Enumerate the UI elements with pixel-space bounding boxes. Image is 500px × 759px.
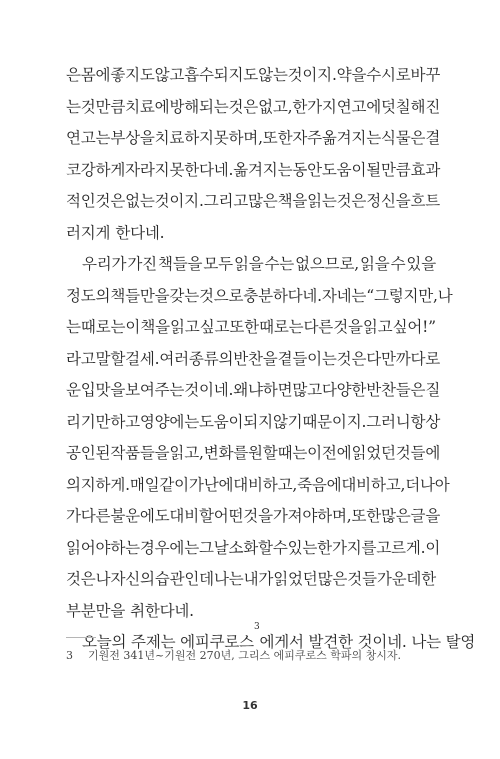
word: 주는 <box>154 381 185 399</box>
word: 나아 <box>420 475 450 494</box>
word: 대비하고, <box>233 475 298 494</box>
word: 것이지. <box>154 192 204 210</box>
text-line <box>66 564 436 596</box>
text-line <box>66 438 441 470</box>
text-line <box>66 501 441 533</box>
word: 치료하지 <box>154 129 214 147</box>
word: 싶고 <box>199 318 230 336</box>
word: 읽었던 <box>351 444 396 462</box>
footnote-text: 기원전 341년~기원전 270년, 그리스 에피쿠로스 학파의 창시자. <box>88 649 401 662</box>
word: 수 <box>272 538 288 557</box>
word: 옮겨지는 <box>321 129 381 147</box>
word: 자라지 <box>125 160 170 179</box>
word: 것은 <box>66 570 96 588</box>
word: 자주 <box>292 129 322 147</box>
word: 바꾸 <box>410 66 441 84</box>
word: 그날 <box>198 538 229 557</box>
word: 적인 <box>66 192 96 210</box>
word: 만큼 <box>381 160 411 179</box>
text-line <box>66 123 441 155</box>
word: 우리가 <box>82 255 127 273</box>
word: 많은 <box>381 507 411 525</box>
word: 읽고 <box>362 318 393 336</box>
word: 하는 <box>110 538 140 557</box>
word: 부상을 <box>110 129 155 147</box>
word: 반찬들은 <box>366 381 426 399</box>
word: 읽어야 <box>66 538 111 557</box>
word: 책들을 <box>157 255 203 273</box>
word: 죽음에 <box>297 475 342 494</box>
word: 것이지. <box>287 66 337 84</box>
word: 코 <box>66 160 81 179</box>
text-line <box>66 470 450 502</box>
text-line <box>66 92 441 124</box>
word: 말할 <box>95 349 126 368</box>
word: 싶어!” <box>392 318 436 336</box>
word: 강하게 <box>80 160 126 179</box>
word: 질 <box>425 381 441 399</box>
word: 한 <box>292 97 308 116</box>
text-line <box>66 155 441 187</box>
word: 매일같이 <box>129 475 189 494</box>
word: 읽었던 <box>273 570 318 588</box>
text-line <box>66 60 441 92</box>
word: 입맛을 <box>80 381 126 399</box>
footnote-divider <box>66 637 96 638</box>
word: 읽을 <box>360 255 390 273</box>
word: 다른 <box>303 318 334 336</box>
text-line <box>66 312 436 344</box>
word: 정신을 <box>366 192 411 210</box>
footnote <box>66 648 436 664</box>
text-line <box>66 249 436 281</box>
word: 읽고 <box>170 318 200 336</box>
word: 없는 <box>125 192 155 210</box>
word: 것이네. <box>184 381 234 399</box>
word: 많고 <box>292 381 322 399</box>
word: 여러 <box>159 349 189 368</box>
footnote-number: 3 <box>66 649 73 662</box>
word: 수 <box>390 255 406 273</box>
word: 작품들을 <box>110 444 170 462</box>
word: 읽고, <box>169 444 204 462</box>
word: 몸에 <box>80 66 111 84</box>
word: 경우에는 <box>139 538 199 557</box>
word: 다른 <box>80 507 111 525</box>
word: 때문이지. <box>302 412 367 431</box>
word: 못한다네. <box>169 160 234 179</box>
word: 수시로 <box>366 66 411 84</box>
word: 책들만을 <box>110 286 170 305</box>
word: 리기만 <box>66 412 111 431</box>
word: 가지 <box>307 97 337 116</box>
word: 다만 <box>366 349 396 368</box>
word: 식물은 <box>380 129 426 147</box>
word: 변화를 <box>203 444 249 462</box>
word: 도움이 <box>321 160 367 179</box>
word: 그리고 <box>203 192 249 210</box>
word: 고르게. <box>376 538 426 557</box>
word: 치료에 <box>125 97 170 116</box>
word: 동안 <box>292 160 322 179</box>
word: 읽을 <box>233 255 264 273</box>
word: 있는 <box>287 538 318 557</box>
word: 때로는 <box>259 318 304 336</box>
text-line <box>66 596 436 628</box>
word: 수는 <box>264 255 295 273</box>
word: 것을 <box>243 507 273 525</box>
word: 원할 <box>248 444 278 462</box>
word: 많은 <box>248 192 278 210</box>
word: 대비할 <box>169 507 214 525</box>
word: 가 <box>66 507 81 525</box>
word: 이전에 <box>307 444 352 462</box>
word: 반찬을 <box>233 349 278 368</box>
word: 공인된 <box>66 444 111 462</box>
word: 좋지도 <box>110 66 155 84</box>
word: 것은 <box>336 349 367 368</box>
word: 까다로 <box>395 349 441 368</box>
word: 한 <box>317 538 332 557</box>
word: 정도의 <box>66 286 111 305</box>
word: 결 <box>425 129 441 147</box>
word: 가운데 <box>376 570 422 588</box>
word: 더 <box>405 475 421 494</box>
word: 충분하다네. <box>243 286 322 305</box>
text-line <box>66 407 441 439</box>
word: 하고 <box>110 412 140 431</box>
word: 가진 <box>127 255 157 273</box>
text-line <box>66 281 453 313</box>
word: 흡수되지도 <box>184 66 259 84</box>
text-line <box>66 218 436 250</box>
word: 가난에 <box>188 475 234 494</box>
word: 한 <box>421 570 436 588</box>
word: 나는 <box>214 570 244 588</box>
word: 왜냐하면 <box>233 381 293 399</box>
text-line <box>66 344 441 376</box>
word: 걸세. <box>125 349 160 368</box>
word: 읽는 <box>307 192 337 210</box>
word: 많은 <box>317 570 348 588</box>
word: 않기 <box>272 412 303 431</box>
word: 종류의 <box>188 349 234 368</box>
word: 흐트 <box>410 192 441 210</box>
word: 그러니 <box>366 412 411 431</box>
word: 약을 <box>336 66 367 84</box>
word: 은 <box>66 66 81 84</box>
word: 방해되는 <box>169 97 229 116</box>
word: 부분만을 <box>66 601 126 620</box>
word: 글을 <box>410 507 441 525</box>
word: 습관인데 <box>154 570 214 588</box>
word: 덧칠해진 <box>381 97 441 116</box>
word: 대비하고, <box>341 475 406 494</box>
word: 것으로 <box>198 286 244 305</box>
word: “그렇지만, <box>366 286 438 305</box>
word: 보여 <box>125 381 155 399</box>
word: 어떤 <box>213 507 244 525</box>
word: 또한 <box>262 129 293 147</box>
body-text <box>66 60 476 659</box>
word: 라고 <box>66 349 96 368</box>
word: 모두 <box>203 255 233 273</box>
word: 것은 <box>228 97 259 116</box>
word: 곁들이는 <box>277 349 337 368</box>
word: 연고에 <box>336 97 382 116</box>
word: 는 <box>66 318 81 336</box>
word: 또한 <box>229 318 259 336</box>
word: 없고, <box>258 97 293 116</box>
word: 않고 <box>154 66 185 84</box>
word: 것들에 <box>395 444 441 462</box>
word: 옮겨지는 <box>233 160 293 179</box>
word: 때는 <box>277 444 308 462</box>
word: 갖는 <box>169 286 199 305</box>
text-line <box>66 186 441 218</box>
word: 것은 <box>95 192 126 210</box>
word: 나 <box>95 570 111 588</box>
footnote-reference[interactable]: 3 <box>253 622 260 632</box>
word: 때로는 <box>80 318 126 336</box>
word: 소화할 <box>228 538 273 557</box>
word: 러지게 <box>66 223 111 242</box>
word: 않는 <box>258 66 288 84</box>
word: 가지를 <box>331 538 377 557</box>
word: 없으므로, <box>295 255 359 273</box>
text-segment: 오늘의 주제는 에피쿠로스 <box>82 633 254 651</box>
word: 가져야 <box>272 507 318 525</box>
word: 될 <box>366 160 382 179</box>
word: 효과 <box>410 160 441 179</box>
word: 이 <box>425 538 441 557</box>
word: 책을 <box>140 318 170 336</box>
text-line <box>66 533 441 565</box>
word: 취한다네. <box>130 601 194 620</box>
word: 영양에는 <box>139 412 199 431</box>
word: 운 <box>66 381 81 399</box>
word: 연고는 <box>66 129 111 147</box>
word: 있을 <box>406 255 436 273</box>
word: 자신의 <box>110 570 155 588</box>
word: 것은 <box>336 192 367 210</box>
word: 되지 <box>243 412 273 431</box>
word: 도움이 <box>198 412 244 431</box>
word: 하며, <box>317 507 352 525</box>
word: 다양한 <box>321 381 367 399</box>
page-number: 16 <box>242 699 258 712</box>
text-segment: 에게서 발견한 것이네. 나는 탈영 <box>259 633 476 651</box>
word: 것을 <box>333 318 363 336</box>
word: 내가 <box>243 570 274 588</box>
word: 못하며, <box>213 129 263 147</box>
word: 것들 <box>347 570 377 588</box>
word: 는 <box>66 97 81 116</box>
word: 항상 <box>410 412 441 431</box>
word: 의지하게. <box>66 475 130 494</box>
word: 한다네. <box>115 223 165 242</box>
word: 불운에도 <box>110 507 170 525</box>
word: 자네는 <box>321 286 367 305</box>
word: 책을 <box>277 192 308 210</box>
word: 이 <box>125 318 141 336</box>
word: 또한 <box>351 507 381 525</box>
word: 것만큼 <box>80 97 126 116</box>
word: 나 <box>437 286 453 305</box>
text-line <box>66 375 441 407</box>
